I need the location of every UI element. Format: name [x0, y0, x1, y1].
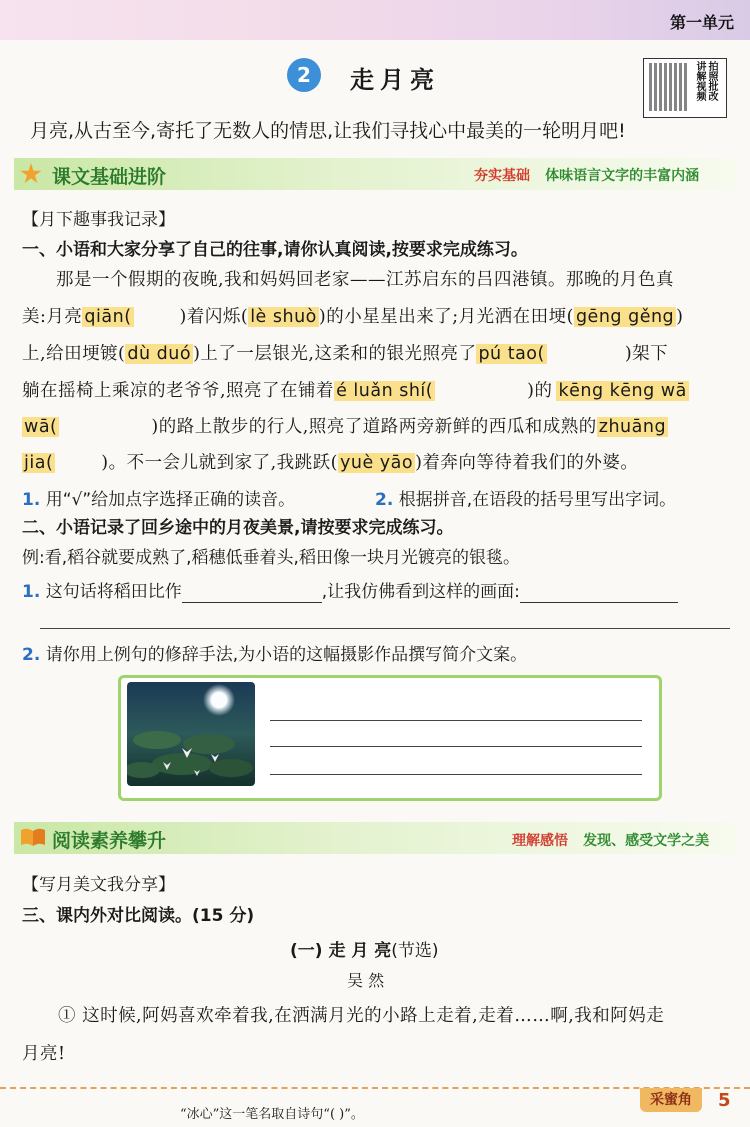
section-title-basics: 课文基础进阶	[52, 166, 167, 188]
pinyin-jia: jia(	[24, 453, 54, 473]
pinyin-leshuo[interactable]: lè shuò	[250, 307, 317, 327]
section-title-reading: 阅读素养攀升	[52, 830, 167, 852]
footer-divider	[0, 1087, 750, 1089]
footer-badge: 采蜜角	[640, 1088, 702, 1112]
footer-quote: “冰心”这一笔名取自诗句“( )”。	[180, 1107, 364, 1122]
passage-paragraph-1: ① 这时候,阿妈喜欢牵着我,在洒满月光的小路上走着,走着……啊,我和阿妈走	[58, 1006, 665, 1026]
passage-line-3	[22, 340, 668, 365]
passage-text: )的	[527, 381, 553, 401]
passage-line-4	[22, 377, 689, 402]
qr-label-grade: 拍照批改	[706, 61, 717, 101]
answer-line[interactable]	[270, 774, 642, 775]
passage-title	[290, 936, 439, 961]
header-band	[0, 0, 750, 40]
passage-text: 美:月亮	[22, 307, 83, 327]
task-text: ,让我仿佛看到这样的画面:	[321, 582, 520, 602]
passage-text: )着闪烁(	[179, 307, 249, 327]
passage-text: 躺在摇椅上乘凉的老爷爷,照亮了在铺着	[22, 381, 335, 401]
passage-line-2	[22, 303, 684, 328]
question-3-heading: 三、课内外对比阅读。(15 分)	[22, 906, 255, 926]
task-number: 2.	[375, 490, 394, 510]
moon-lotus-image	[127, 682, 255, 786]
passage-text: 那是一个假期的夜晚,我和妈妈回老家——江苏启东的吕四港镇。那晚的月色真	[56, 270, 675, 290]
answer-line-picture[interactable]	[520, 582, 678, 603]
question-2-heading: 二、小语记录了回乡途中的月夜美景,请按要求完成练习。	[22, 518, 454, 538]
task-text: 用“√”给加点字选择正确的读音。	[45, 490, 296, 510]
example-sentence: 例:看,稻谷就要成熟了,稻穗低垂着头,稻田像一块月光镀亮的银毯。	[22, 548, 520, 568]
pinyin-qian: qiān(	[84, 307, 132, 327]
qr-label	[693, 61, 723, 101]
subheading-notes: 【月下趣事我记录】	[22, 210, 175, 230]
task-1-2	[375, 485, 676, 510]
pinyin-geng[interactable]: gēng gěng	[575, 307, 675, 327]
pinyin-kengkeng: kēng kēng wā	[558, 381, 687, 401]
section-tag-basics	[474, 165, 699, 185]
section-tag-left: 夯实基础	[474, 168, 530, 184]
answer-line[interactable]	[270, 746, 642, 747]
passage-text: )。不一会儿就到家了,我跳跃(	[101, 453, 338, 473]
pinyin-zhuang: zhuāng	[598, 417, 667, 437]
passage-line-1	[56, 266, 674, 291]
section-tag-right: 发现、感受文学之美	[583, 833, 710, 849]
passage-text: )	[676, 307, 684, 327]
lesson-title: 走月亮	[350, 66, 440, 94]
section-tag-right: 体味语言文字的丰富内涵	[545, 168, 700, 184]
pinyin-yueyao[interactable]: yuè yāo	[340, 453, 414, 473]
subheading-share: 【写月美文我分享】	[22, 875, 175, 895]
book-icon	[20, 827, 46, 847]
passage-text: )的路上散步的行人,照亮了道路两旁新鲜的西瓜和成熟的	[151, 417, 597, 437]
passage-note: (节选)	[391, 941, 439, 961]
task-text: 根据拼音,在语段的括号里写出字词。	[398, 490, 677, 510]
passage-text: )架下	[624, 344, 669, 364]
pinyin-wa: wā(	[24, 417, 58, 437]
task-2-2	[22, 640, 527, 665]
task-number: 1.	[22, 582, 41, 602]
pinyin-eluanshi: é luǎn shí(	[336, 381, 434, 401]
section-tag-reading	[512, 830, 709, 850]
qr-label-video: 讲解视频	[694, 61, 705, 101]
passage-paragraph-1-cont: 月亮!	[22, 1044, 66, 1064]
section-tag-left: 理解感悟	[512, 833, 568, 849]
passage-text: 上,给田埂镀(	[22, 344, 126, 364]
pinyin-putao: pú tao(	[478, 344, 545, 364]
answer-line[interactable]	[270, 720, 642, 721]
answer-line-metaphor[interactable]	[182, 582, 322, 603]
answer-line[interactable]	[40, 628, 730, 629]
passage-line-6	[22, 449, 638, 474]
passage-author: 吴 然	[347, 971, 385, 990]
task-2-1	[22, 577, 678, 603]
passage-text: )着奔向等待着我们的外婆。	[415, 453, 639, 473]
passage-text: )上了一层银光,这柔和的银光照亮了	[193, 344, 477, 364]
passage-line-5	[22, 413, 668, 438]
task-number: 1.	[22, 490, 41, 510]
unit-label: 第一单元	[669, 13, 734, 32]
passage-title-text: (一) 走 月 亮	[290, 941, 392, 961]
passage-text: )的小星星出来了;月光洒在田埂(	[318, 307, 574, 327]
task-text: 请你用上例句的修辞手法,为小语的这幅摄影作品撰写简介文案。	[45, 645, 528, 665]
task-text: 这句话将稻田比作	[45, 582, 182, 602]
lesson-number-badge: 2	[287, 58, 321, 92]
task-1-1	[22, 485, 295, 510]
qr-code-icon[interactable]	[649, 63, 687, 111]
pinyin-du[interactable]: dù duó	[127, 344, 192, 364]
question-1-heading: 一、小语和大家分享了自己的往事,请你认真阅读,按要求完成练习。	[22, 240, 528, 260]
task-number: 2.	[22, 645, 41, 665]
moon-lotus-photo	[127, 682, 255, 786]
page-number: 5	[718, 1090, 731, 1111]
intro-text: 月亮,从古至今,寄托了无数人的情思,让我们寻找心中最美的一轮明月吧!	[30, 120, 626, 142]
